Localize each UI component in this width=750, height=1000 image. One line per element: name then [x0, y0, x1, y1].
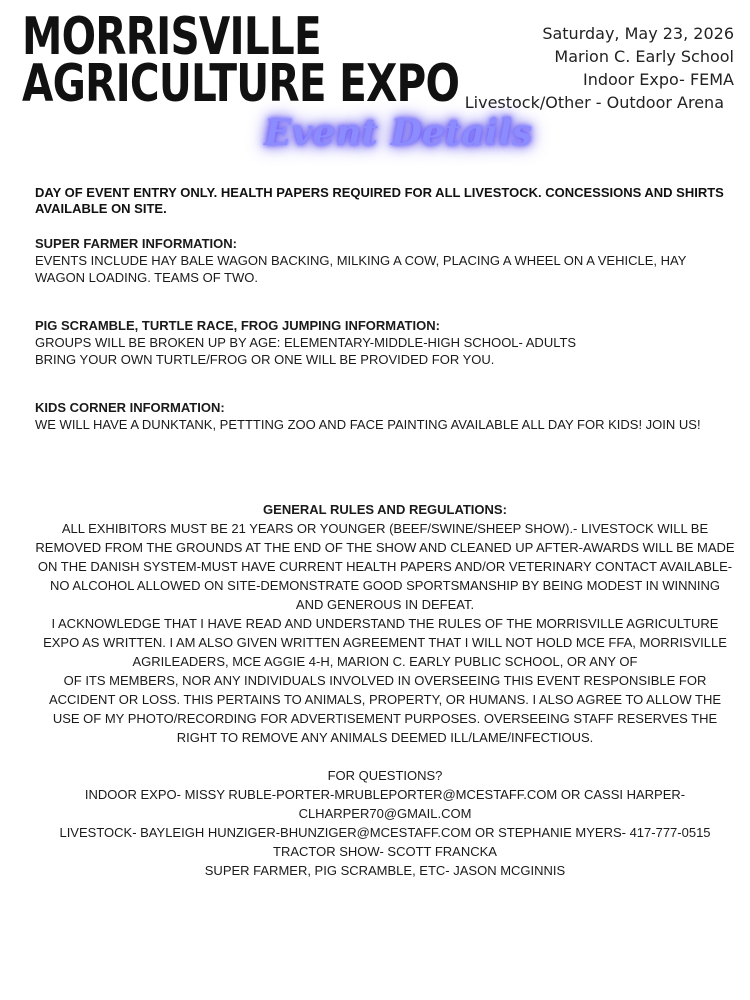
pig-scramble-bring: BRING YOUR OWN TURTLE/FROG OR ONE WILL BE PROVIDED FOR YOU. — [35, 352, 495, 367]
contact-super-farmer: SUPER FARMER, PIG SCRAMBLE, ETC- JASON MCGINNIS — [204, 863, 566, 878]
event-date: Saturday, May 23, 2026 — [542, 24, 734, 43]
rules-paragraph-3: OF ITS MEMBERS, NOR ANY INDIVIDUALS INVOLVED IN OVERSEEING THIS EVENT RESPONSIBLE FOR ACCIDENT OR LOSS. THIS PERTAINS TO ANIMALS, PROPERTY, OR HUMANS. I ALSO AGREE TO ALLOW THE USE OF MY PHOTO/RECORDING FOR ADVERTISEMENT PURPOSES. OVERSEEING STAFF RESERVES THE RIGHT TO REMOVE ANY ANIMALS DEEMED ILL/LAME/INFECTIOUS. — [48, 673, 722, 745]
event-info — [465, 22, 734, 114]
event-details-heading: Event Details — [264, 112, 533, 154]
contacts-section — [35, 766, 735, 880]
kids-corner-body: WE WILL HAVE A DUNKTANK, PETTTING ZOO AND FACE PAINTING AVAILABLE ALL DAY FOR KIDS! JOIN US! — [35, 417, 701, 432]
outdoor-venue: Livestock/Other - Outdoor Arena — [464, 93, 724, 112]
contact-indoor-expo: INDOOR EXPO- MISSY RUBLE-PORTER-MRUBLEPORTER@MCESTAFF.COM OR CASSI HARPER-CLHARPER70@GMAIL.COM — [84, 787, 686, 821]
rules-paragraph-1: ALL EXHIBITORS MUST BE 21 YEARS OR YOUNGER (BEEF/SWINE/SHEEP SHOW).- LIVESTOCK WILL BE REMOVED FROM THE GROUNDS AT THE END OF THE SHOW AND CLEANED UP AFTER-AWARDS WILL BE MADE ON THE DANISH SYSTEM-MUST HAVE CURRENT HEALTH PAPERS AND/OR VETERINARY CONTACT AVAILABLE- NO ALCOHOL ALLOWED ON SITE-DEMONSTRATE GOOD SPORTSMANSHIP BY BEING MODEST IN WINNING AND GENEROUS IN DEFEAT. — [35, 521, 735, 612]
indoor-venue: Indoor Expo- FEMA — [583, 70, 734, 89]
pig-scramble-groups: GROUPS WILL BE BROKEN UP BY AGE: ELEMENTARY-MIDDLE-HIGH SCHOOL- ADULTS — [35, 335, 577, 350]
pig-scramble-heading: PIG SCRAMBLE, TURTLE RACE, FROG JUMPING INFORMATION: — [35, 318, 440, 333]
pig-scramble-section — [35, 317, 735, 368]
super-farmer-section — [35, 235, 735, 286]
expo-title — [22, 7, 460, 114]
entry-notice: DAY OF EVENT ENTRY ONLY. HEALTH PAPERS REQUIRED FOR ALL LIVESTOCK. CONCESSIONS AND SHIRTS AVAILABLE ON SITE. — [35, 185, 724, 216]
kids-corner-section — [35, 399, 735, 433]
expo-title-line1: MORRISVILLE — [22, 7, 321, 67]
contacts-heading: FOR QUESTIONS? — [327, 768, 443, 783]
rules-heading: GENERAL RULES AND REGULATIONS: — [263, 502, 507, 517]
super-farmer-body: EVENTS INCLUDE HAY BALE WAGON BACKING, MILKING A COW, PLACING A WHEEL ON A VEHICLE, HAY WAGON LOADING. TEAMS OF TWO. — [35, 253, 687, 285]
expo-title-line2: AGRICULTURE EXPO — [22, 54, 460, 114]
event-location: Marion C. Early School — [554, 47, 734, 66]
rules-section — [35, 500, 735, 747]
contact-tractor-show: TRACTOR SHOW- SCOTT FRANCKA — [273, 844, 497, 859]
super-farmer-heading: SUPER FARMER INFORMATION: — [35, 236, 237, 251]
rules-paragraph-2: I ACKNOWLEDGE THAT I HAVE READ AND UNDERSTAND THE RULES OF THE MORRISVILLE AGRICULTURE EXPO AS WRITTEN. I AM ALSO GIVEN WRITTEN AGREEMENT THAT I WILL NOT HOLD MCE FFA, MORRISVILLE AGRILEADERS, MCE AGGIE 4-H, MARION C. EARLY PUBLIC SCHOOL, OR ANY OF — [43, 616, 727, 669]
contact-livestock: LIVESTOCK- BAYLEIGH HUNZIGER-BHUNZIGER@MCESTAFF.COM OR STEPHANIE MYERS- 417-777-0515 — [59, 825, 711, 840]
kids-corner-heading: KIDS CORNER INFORMATION: — [35, 400, 225, 415]
